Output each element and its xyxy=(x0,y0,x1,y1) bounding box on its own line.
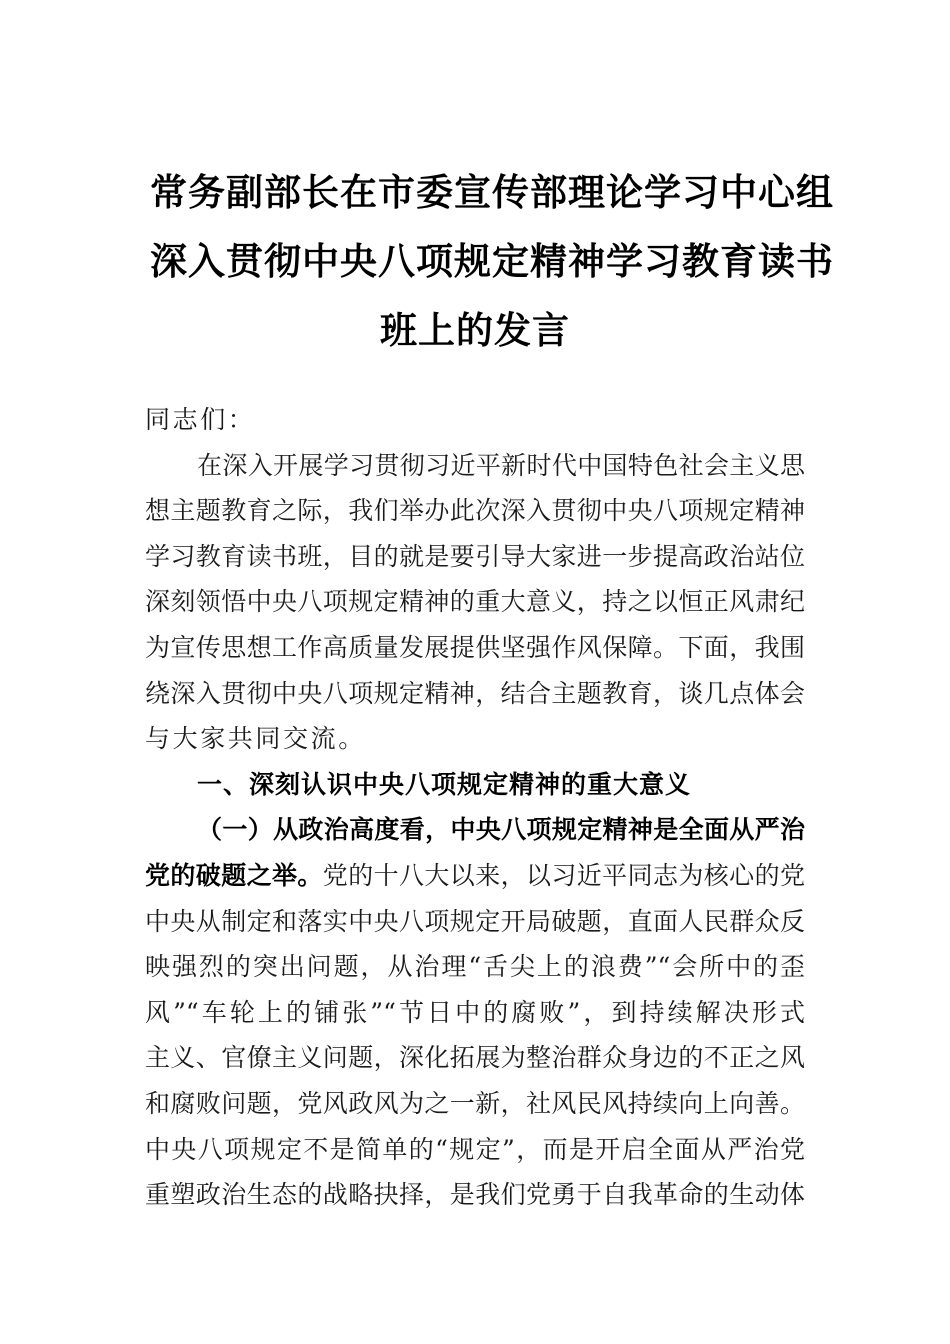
paragraph-2-line-6: 和腐败问题，党风政风为之一新，社风民风持续向上向善。 xyxy=(145,1088,805,1118)
paragraph-1-line-4: 深刻领悟中央八项规定精神的重大意义，持之以恒正风肃纪 xyxy=(145,587,805,617)
paragraph-2-line-8: 重塑政治生态的战略抉择，是我们党勇于自我革命的生动体 xyxy=(145,1180,805,1210)
paragraph-2-line-1 xyxy=(145,853,805,899)
paragraph-1-line-3: 学习教育读书班，目的就是要引导大家进一步提高政治站位 xyxy=(145,541,805,571)
document-title xyxy=(150,158,834,365)
salutation: 同志们： xyxy=(145,405,256,434)
paragraph-1-line-7: 与大家共同交流。 xyxy=(145,724,366,754)
document-body xyxy=(145,397,805,1218)
paragraph-2-line-7: 中央八项规定不是简单的“规定”，而是开启全面从严治党 xyxy=(145,1134,805,1164)
paragraph-2-line-4: 风”“车轮上的铺张”“节日中的腐败”，到持续解决形式 xyxy=(145,997,805,1027)
subsection-1-heading: （一）从政治高度看，中央八项规定精神是全面从严治 xyxy=(197,815,805,845)
paragraph-1-line-5: 为宣传思想工作高质量发展提供坚强作风保障。下面，我围 xyxy=(145,632,805,662)
paragraph-2-line-3: 映强烈的突出问题，从治理“舌尖上的浪费”“会所中的歪 xyxy=(145,952,805,982)
title-line-3: 班上的发言 xyxy=(380,308,570,352)
paragraph-2-line-2: 中央从制定和落实中央八项规定开局破题，直面人民群众反 xyxy=(145,906,805,936)
title-line-1: 常务副部长在市委宣传部理论学习中心组 xyxy=(150,170,834,214)
paragraph-1-line-6: 绕深入贯彻中央八项规定精神，结合主题教育，谈几点体会 xyxy=(145,678,805,708)
paragraph-2-line-5: 主义、官僚主义问题，深化拓展为整治群众身边的不正之风 xyxy=(145,1043,805,1073)
paragraph-2-line-1-text: 党的十八大以来，以习近平同志为核心的党 xyxy=(322,860,805,890)
subsection-1-heading-end: 党的破题之举。 xyxy=(145,860,323,890)
paragraph-1-line-1: 在深入开展学习贯彻习近平新时代中国特色社会主义思 xyxy=(197,450,805,480)
section-1-heading: 一、深刻认识中央八项规定精神的重大意义 xyxy=(197,769,692,799)
title-line-2: 深入贯彻中央八项规定精神学习教育读书 xyxy=(150,239,834,283)
paragraph-1-line-2: 想主题教育之际，我们举办此次深入贯彻中央八项规定精神 xyxy=(145,496,805,526)
